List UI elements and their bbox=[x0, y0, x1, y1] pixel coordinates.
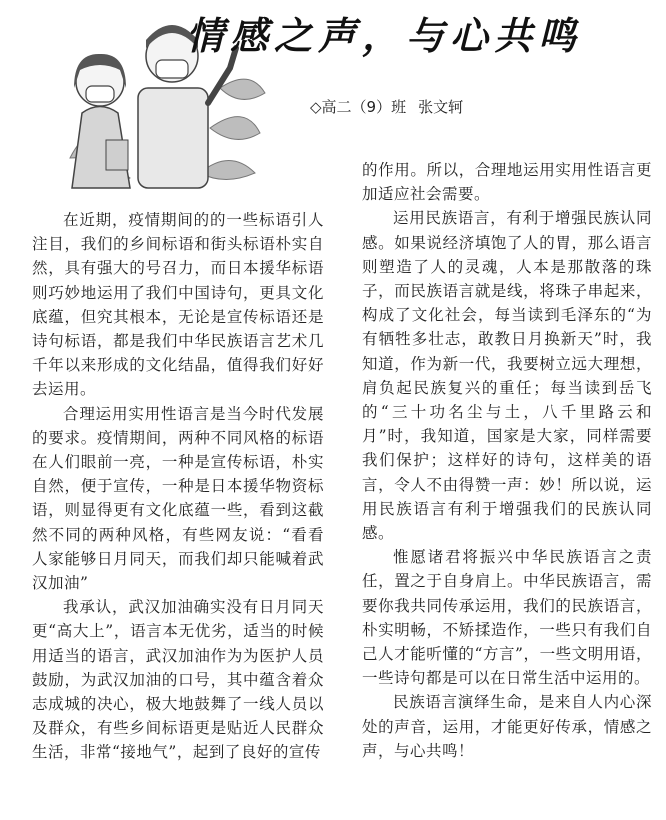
byline-author: 张文轲 bbox=[418, 98, 464, 116]
paragraph: 运用民族语言，有利于增强民族认同感。如果说经济填饱了人的胃，那么语言则塑造了人的灵魂，人本是那散落的珠子，而民族语言就是线，将珠子串起来，构成了文化社会，每当读到毛泽东的“为有牺牲多壮志，敢教日月换新天”时，我知道，作为新一代，我要树立远大理想，肩负起民族复兴的重任；每当读到岳飞的“三十功名尘与土，八千里路云和月”时，我知道，国家是大家，同样需要我们保护；这样好的诗句，这样美的语言，令人不由得赞一声：妙！所以说，运用民族语言有利于增强我们的民族认同感。 bbox=[362, 209, 652, 543]
byline bbox=[310, 96, 463, 117]
paragraph-continued: 的作用。所以，合理地运用实用性语言更加适应社会需要。 bbox=[362, 161, 652, 204]
left-column bbox=[32, 208, 324, 765]
paragraph: 合理运用实用性语言是当今时代发展的要求。疫情期间，两种不同风格的标语在人们眼前一亮，一种是宣传标语，朴实自然，便于宣传，一种是日本援华物资标语，则显得更有文化底蕴一些，看到这截然不同的两种风格，有些网友说：“看看人家能够日月同天，而我们却只能喊着武汉加油” bbox=[32, 404, 324, 593]
byline-class: ◇高二（9）班 bbox=[310, 98, 407, 116]
right-column bbox=[362, 158, 652, 763]
paragraph: 民族语言演绎生命，是来自人内心深处的声音，运用，才能更好传承，情感之声，与心共鸣！ bbox=[362, 693, 652, 760]
masked-girl-icon bbox=[72, 54, 130, 188]
paragraph: 惟愿诸君将振兴中华民族语言之责任，置之于自身肩上。中华民族语言，需要你我共同传承运用，我们的民族语言，朴实明畅，不矫揉造作，一些只有我们自己人才能听懂的“方言”，一些文明用语，一些诗句都是可以在日常生活中运用的。 bbox=[362, 548, 652, 688]
paragraph: 我承认，武汉加油确实没有日月同天更“高大上”，语言本无优劣，适当的时候用适当的语言，武汉加油作为为医护人员鼓励，为武汉加油的口号，其中蕴含着众志成城的决心，极大地鼓舞了一线人员以及群众，有些乡间标语更是贴近人民群众生活，非常“接地气”，起到了良好的宣传 bbox=[32, 598, 324, 762]
article-title: 情感之声，与心共鸣 bbox=[186, 13, 583, 58]
paragraph: 在近期，疫情期间的的一些标语引人注目，我们的乡间标语和街头标语朴实自然，具有强大的号召力，而日本援华标语则巧妙地运用了我们中国诗句，更具文化底蕴，但究其根本，无论是宣传标语还是诗句标语，都是我们中华民族语言艺术几千年以来形成的文化结晶，值得我们好好去运用。 bbox=[32, 211, 324, 399]
